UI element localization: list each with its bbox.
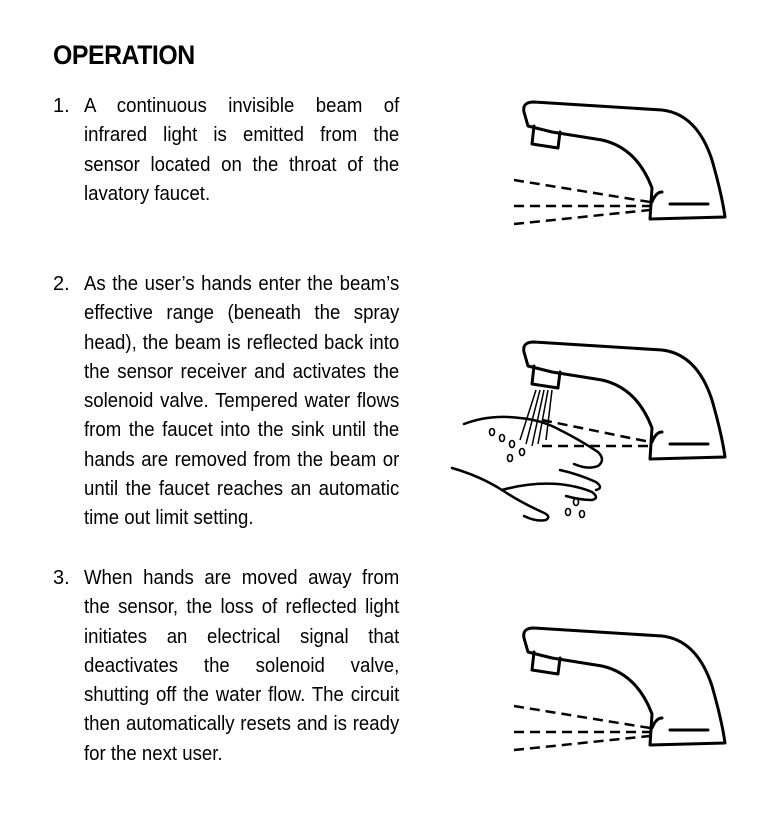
step-2 — [53, 270, 423, 534]
step-text: A continuous invisible beam of infrared light is emitted from the sensor located on the throat of the lavatory faucet. — [84, 95, 400, 205]
faucet-beam-icon — [512, 626, 732, 756]
page-title: OPERATION — [53, 40, 195, 70]
step-text: When hands are moved away from the sensor, the loss of reflected light initiates an electrical signal that deactivates the solenoid valve, shutting off the water flow. The circuit then automatically resets and is ready for the next user. — [84, 567, 400, 765]
step-1 — [53, 92, 423, 209]
step-number: 3. — [53, 567, 70, 589]
step-number: 2. — [53, 273, 70, 295]
step-text: As the user’s hands enter the beam’s effective range (beneath the spray head), the beam is reflected back into the sensor receiver and activates the solenoid valve. Tempered water flows from the faucet into the sink until the hands are removed from the beam or until the faucet reaches an automatic time out limit setting. — [84, 273, 400, 530]
faucet-beam-icon — [512, 100, 732, 230]
step-number: 1. — [53, 95, 70, 117]
faucet-hands-water-icon — [450, 340, 730, 540]
step-3 — [53, 564, 423, 769]
